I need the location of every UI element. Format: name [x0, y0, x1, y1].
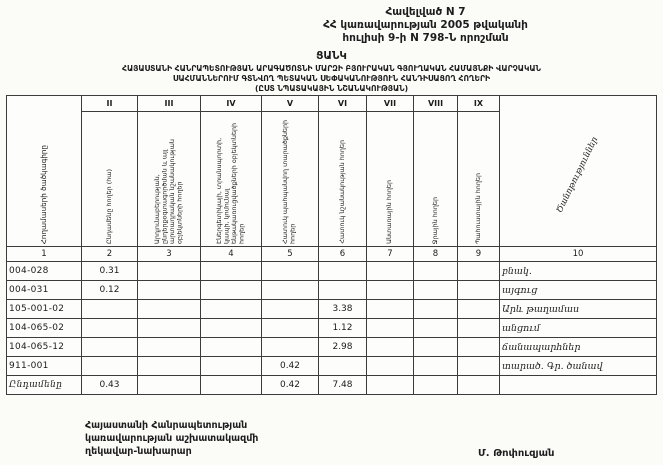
parcel-code-cell: 911-001 [7, 357, 82, 376]
area-value-cell [458, 281, 500, 300]
area-value-cell: 0.31 [82, 262, 138, 281]
column-number: 1 [7, 247, 82, 262]
footer-line-2: կառավարության աշխատակազմի [85, 432, 259, 444]
column-header-label: Հատուկ նշանակության հողեր [337, 140, 346, 244]
area-value-cell [138, 338, 201, 357]
column-numeral: VI [319, 96, 367, 112]
area-value-cell [458, 376, 500, 395]
area-value-cell [367, 357, 414, 376]
area-value-cell [414, 281, 458, 300]
area-value-cell [367, 376, 414, 395]
appendix-header [318, 6, 533, 44]
column-numeral: II [82, 96, 138, 112]
column-number: 5 [262, 247, 319, 262]
column-header [138, 112, 201, 247]
note-cell: անցում [500, 319, 657, 338]
table-row [7, 319, 657, 338]
area-value-cell [367, 262, 414, 281]
footer-line-3: ղեկավար-նախարար [85, 445, 192, 457]
area-value-cell [138, 281, 201, 300]
area-value-cell [414, 300, 458, 319]
area-value-cell: 0.42 [262, 357, 319, 376]
area-value-cell [262, 319, 319, 338]
area-value-cell [319, 262, 367, 281]
column-header-notes-label: Ծանոթություններ [555, 134, 601, 215]
note-cell: Արև թաղամաս [500, 300, 657, 319]
column-header-code [7, 96, 82, 247]
area-value-cell [262, 262, 319, 281]
area-value-cell: 7.48 [319, 376, 367, 395]
area-value-cell [138, 376, 201, 395]
table-row [7, 300, 657, 319]
column-numeral: VIII [414, 96, 458, 112]
area-value-cell [262, 338, 319, 357]
parcel-code-cell: 105-001-02 [7, 300, 82, 319]
column-number: 6 [319, 247, 367, 262]
column-header-notes [500, 96, 657, 247]
header-row-numerals [7, 96, 657, 112]
parcel-code-cell: Ընդամենը [7, 376, 82, 395]
column-number: 4 [201, 247, 262, 262]
column-header-code-label: Հողամասերի ծածկագիրը [38, 144, 48, 244]
title-line-2: ՍԱՀՄԱՆՆԵՐՈՒՄ ԳՏՆՎՈՂ ՊԵՏԱԿԱՆ ՍԵՓԱԿԱՆՈՒԹՅՈՒՆ ՀԱՆԴԻՍԱՑՈՂ ՀՈՂԵՐԻ [172, 73, 491, 83]
area-value-cell [82, 357, 138, 376]
column-header [82, 112, 138, 247]
area-value-cell [201, 319, 262, 338]
column-header [262, 112, 319, 247]
column-number: 7 [367, 247, 414, 262]
column-header-label: Անտառային հողեր [385, 180, 394, 244]
area-value-cell [138, 262, 201, 281]
column-header-label: Արդյունաբերության, ընդերքօգտագործման և այլ արտադրական նշանակության օբյեկտների հողեր [152, 139, 184, 244]
area-value-cell [319, 357, 367, 376]
note-cell: ճանապարհներ [500, 338, 657, 357]
area-value-cell [367, 338, 414, 357]
land-table [6, 95, 657, 395]
table-row [7, 357, 657, 376]
title-line-3: (ԸՍՏ ՆՊԱՏԱԿԱՅԻՆ ՆՇԱՆԱԿՈՒԹՅԱՆ) [254, 83, 409, 93]
area-value-cell [458, 262, 500, 281]
government-line: ՀՀ կառավարության 2005 թվականի [323, 18, 528, 31]
note-cell: բնակ. [500, 262, 657, 281]
parcel-code-cell: 104-065-12 [7, 338, 82, 357]
document-title-block [0, 50, 663, 94]
column-numeral: IX [458, 96, 500, 112]
column-header-label: Պահուստային հողեր [473, 173, 482, 244]
parcel-code-cell: 004-031 [7, 281, 82, 300]
column-numeral: V [262, 96, 319, 112]
area-value-cell [414, 319, 458, 338]
area-value-cell [458, 319, 500, 338]
area-value-cell [201, 338, 262, 357]
area-value-cell [138, 319, 201, 338]
area-value-cell [414, 262, 458, 281]
title-line-1: ՀԱՅԱՍՏԱՆԻ ՀԱՆՐԱՊԵՏՈՒԹՅԱՆ ԱՐԱԳԱԾՈՏՆԻ ՄԱՐԶԻ ԲՅՈՒՐԱԿԱՆ ԳՅՈՒՂԱԿԱՆ ՀԱՄԱՅՆՔԻ ՎԱՐՉԱԿԱՆ [122, 64, 541, 73]
column-number: 2 [82, 247, 138, 262]
area-value-cell [367, 319, 414, 338]
area-value-cell [367, 281, 414, 300]
column-numeral: III [138, 96, 201, 112]
area-value-cell [458, 357, 500, 376]
area-value-cell [319, 281, 367, 300]
note-cell: այգուց [500, 281, 657, 300]
area-value-cell: 0.43 [82, 376, 138, 395]
column-numeral: VII [367, 96, 414, 112]
table-row [7, 376, 657, 395]
signatory-title-block [85, 420, 258, 458]
parcel-code-cell: 104-065-02 [7, 319, 82, 338]
header-row-numbers [7, 247, 657, 262]
area-value-cell: 0.12 [82, 281, 138, 300]
column-numeral: IV [201, 96, 262, 112]
area-value-cell: 3.38 [319, 300, 367, 319]
column-header-label: Ընդամենը հողեր (հա) [104, 169, 113, 244]
area-value-cell [458, 300, 500, 319]
area-value-cell [82, 319, 138, 338]
area-value-cell [262, 281, 319, 300]
note-cell [500, 376, 657, 395]
note-cell: տարած. Գր. ծանավ [500, 357, 657, 376]
area-value-cell: 0.42 [262, 376, 319, 395]
area-value-cell [201, 376, 262, 395]
footer-line-1: Հայաստանի Հանրապետության [85, 420, 248, 431]
area-value-cell [138, 300, 201, 319]
area-value-cell [414, 376, 458, 395]
signatory-name: Մ. Թոփուզյան [478, 448, 555, 459]
table-header [7, 96, 657, 262]
table-row [7, 338, 657, 357]
area-value-cell: 2.98 [319, 338, 367, 357]
parcel-code-cell: 004-028 [7, 262, 82, 281]
area-value-cell [201, 281, 262, 300]
column-header-label: Հատուկ պահպանվող տարածքների հողեր [281, 119, 297, 244]
area-value-cell [414, 338, 458, 357]
column-header-label: Ջրային հողեր [430, 196, 439, 244]
area-value-cell [458, 338, 500, 357]
column-header [201, 112, 262, 247]
area-value-cell [201, 300, 262, 319]
area-value-cell [201, 357, 262, 376]
column-header [319, 112, 367, 247]
column-header [414, 112, 458, 247]
table-body [7, 262, 657, 395]
table-row [7, 262, 657, 281]
decision-line: հուլիսի 9-ի N 798-Ն որոշման [342, 31, 509, 44]
area-value-cell: 1.12 [319, 319, 367, 338]
page-title: ՑԱՆԿ [316, 50, 347, 62]
column-header [367, 112, 414, 247]
column-header [458, 112, 500, 247]
area-value-cell [262, 300, 319, 319]
column-number: 8 [414, 247, 458, 262]
column-number: 3 [138, 247, 201, 262]
area-value-cell [367, 300, 414, 319]
column-number: 9 [458, 247, 500, 262]
area-value-cell [82, 338, 138, 357]
appendix-number: Հավելված N 7 [385, 6, 466, 18]
table-row [7, 281, 657, 300]
column-number: 10 [500, 247, 657, 262]
area-value-cell [82, 300, 138, 319]
area-value-cell [414, 357, 458, 376]
area-value-cell [138, 357, 201, 376]
column-header-label: Էներգետիկայի, տրանսպորտի, կապի, կոմունալ ենթակառուցվածքների օբյեկտների հողեր [214, 122, 246, 244]
area-value-cell [201, 262, 262, 281]
